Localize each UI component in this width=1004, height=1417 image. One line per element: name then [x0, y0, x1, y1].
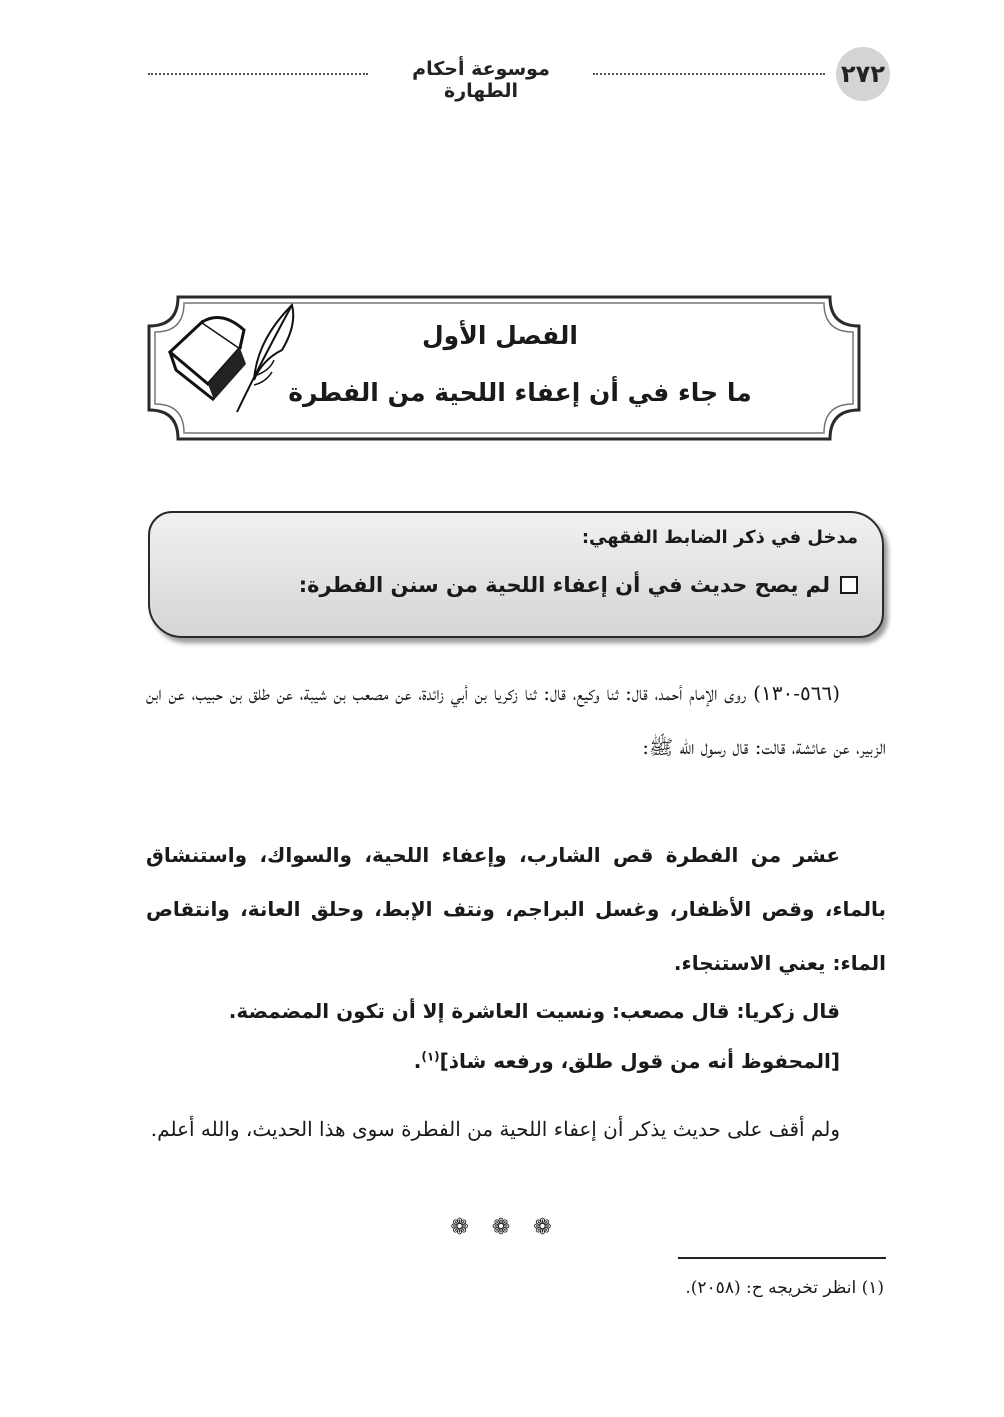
section-separator: ❁ ❁ ❁ [450, 1215, 560, 1240]
header-dotted-rule [593, 73, 825, 75]
ruling-end: . [413, 1049, 422, 1073]
entry-rule-row [299, 573, 858, 597]
ruling-text: [المحفوظ أنه من قول طلق، ورفعه شاذ] [439, 1049, 840, 1073]
checkbox-icon [840, 576, 858, 594]
page-number: ٢٧٢ [836, 47, 890, 101]
zakariya-note: قال زكريا: قال مصعب: ونسيت العاشرة إلا أن تكون المضمضة. [228, 999, 840, 1023]
chapter-label: الفصل الأول [421, 321, 579, 350]
running-title: موسوعة أحكام الطهارة [412, 58, 550, 102]
conclusion: ولم أقف على حديث يذكر أن إعفاء اللحية من الفطرة سوى هذا الحديث، والله أعلم. [150, 1117, 840, 1141]
hadith-matn: عشر من الفطرة قص الشارب، وإعفاء اللحية، والسواك، واستنشاق بالماء، وقص الأظفار، وغسل البراجم، ونتف الإبط، وحلق العانة، وانتقاص الماء: يعني الاستنجاء. [146, 843, 886, 975]
ruling-note [146, 1034, 840, 1088]
footnote: (١) انظر تخريجه ح: (٢٠٥٨). [685, 1278, 884, 1298]
footnote-rule [678, 1257, 886, 1259]
entry-box [148, 511, 884, 638]
hadith-isnad: (٥٦٦-١٣٠) روى الإمام أحمد، قال: ثنا وكيع، قال: ثنا زكريا بن أبي زائدة، عن مصعب بن شيبة، عن طلق بن حبيب، عن ابن الزبير، عن عائشة، قالت: قال رسول الله ﷺ: [146, 681, 886, 759]
header-dotted-rule [148, 73, 368, 75]
chapter-title: ما جاء في أن إعفاء اللحية من الفطرة [288, 378, 752, 407]
footnote-reference: (١) [421, 1049, 440, 1064]
entry-rule-text: لم يصح حديث في أن إعفاء اللحية من سنن الفطرة: [298, 573, 830, 597]
entry-heading: مدخل في ذكر الضابط الفقهي: [581, 527, 858, 548]
